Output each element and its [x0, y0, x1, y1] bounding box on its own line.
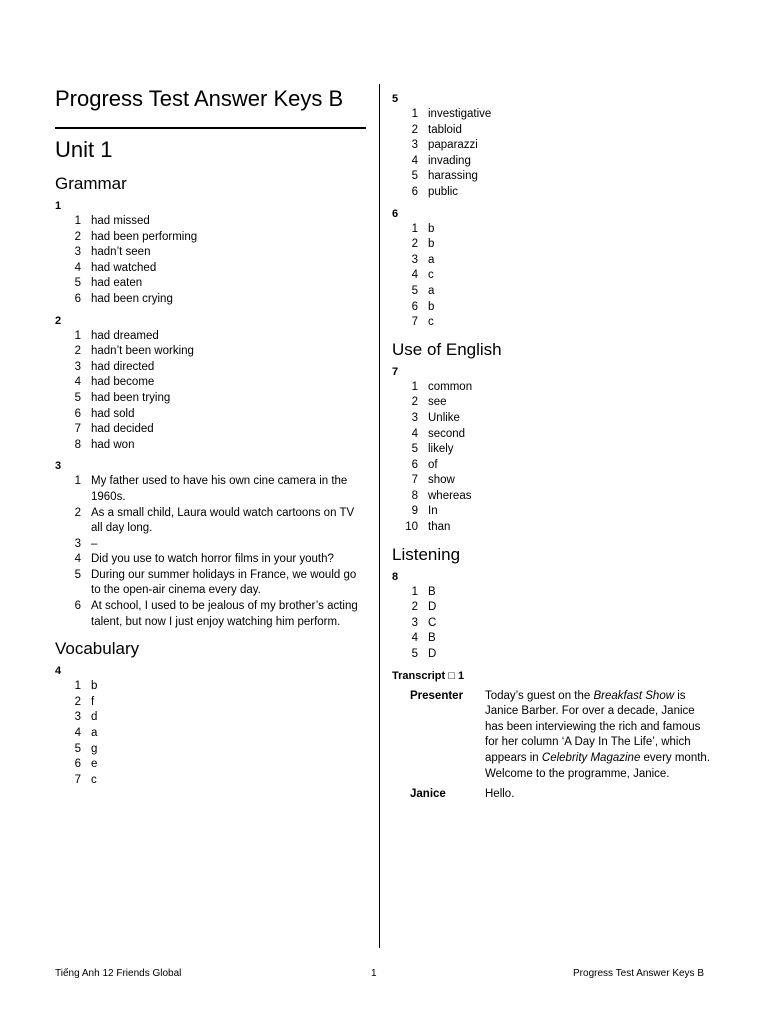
answer-item	[55, 407, 367, 423]
answer-item	[392, 185, 712, 201]
item-number: 3	[74, 360, 81, 373]
answer-list	[392, 585, 712, 663]
item-answer: c	[91, 773, 97, 786]
item-answer: had dreamed	[91, 329, 159, 342]
exercise-number: 8	[392, 570, 399, 583]
item-number: 2	[74, 345, 81, 358]
answer-item	[392, 107, 712, 123]
item-answer: invading	[428, 154, 471, 167]
answer-item	[55, 261, 367, 277]
page-number: 1	[371, 968, 377, 979]
item-answer: than	[428, 521, 451, 534]
item-number: 8	[411, 489, 418, 502]
item-answer: whereas	[428, 489, 472, 502]
item-answer: B	[428, 632, 436, 645]
speech-segment: Today’s guest on the	[485, 689, 594, 702]
answer-item	[55, 710, 367, 726]
answer-item	[55, 391, 367, 407]
item-answer: second	[428, 427, 466, 440]
answer-item	[392, 315, 712, 331]
answer-item	[55, 422, 367, 438]
answer-item	[55, 742, 367, 758]
item-number: 5	[411, 170, 418, 183]
answer-item	[392, 489, 712, 505]
item-number: 5	[74, 568, 81, 581]
item-answer: public	[428, 185, 459, 198]
speaker-name: Janice	[410, 788, 446, 801]
item-answer: Unlike	[428, 411, 460, 424]
item-number: 1	[74, 329, 81, 342]
item-number: 4	[74, 376, 81, 389]
item-number: 6	[74, 600, 81, 613]
footer-book-title: Tiếng Anh 12 Friends Global	[55, 968, 182, 979]
item-answer: During our summer holidays in France, we would go to the open-air cinema every day.	[91, 568, 357, 597]
item-number: 4	[411, 154, 418, 167]
item-answer: had eaten	[91, 277, 143, 290]
item-number: 8	[74, 438, 81, 451]
item-answer: of	[428, 458, 438, 471]
item-answer: investigative	[428, 108, 492, 120]
item-answer: D	[428, 648, 437, 661]
item-answer: likely	[428, 443, 454, 456]
item-number: 1	[74, 215, 81, 227]
item-number: 2	[74, 506, 81, 519]
item-number: 5	[411, 648, 418, 661]
item-answer: had sold	[91, 407, 135, 420]
item-answer: had missed	[91, 215, 150, 227]
answer-list	[392, 107, 712, 201]
answer-item	[392, 427, 712, 443]
answer-list	[392, 222, 712, 331]
item-answer: a	[428, 253, 435, 266]
item-number: 1	[74, 680, 81, 693]
item-answer: hadn’t been working	[91, 345, 194, 358]
item-number: 1	[411, 222, 418, 235]
right-column	[392, 92, 712, 803]
answer-item	[55, 757, 367, 773]
answer-list	[55, 474, 367, 630]
answer-item	[392, 616, 712, 632]
item-answer: common	[428, 380, 473, 393]
item-answer: hadn’t seen	[91, 246, 151, 259]
item-number: 6	[74, 407, 81, 420]
answer-item	[392, 138, 712, 154]
answer-item	[392, 504, 712, 520]
answer-item	[55, 506, 367, 537]
item-answer: e	[91, 758, 98, 771]
item-answer: a	[91, 727, 98, 740]
speech-text: Hello.	[485, 788, 515, 801]
answer-item	[392, 520, 712, 536]
item-number: 2	[411, 396, 418, 409]
answer-item	[392, 123, 712, 139]
answer-item	[392, 284, 712, 300]
item-number: 3	[411, 253, 418, 266]
item-number: 4	[74, 553, 81, 566]
item-answer: had won	[91, 438, 135, 451]
vocabulary-heading: Vocabulary	[55, 639, 140, 659]
item-number: 1	[411, 108, 418, 120]
answer-item	[55, 679, 367, 695]
item-answer: c	[428, 316, 434, 329]
item-number: 4	[411, 269, 418, 282]
answer-item	[55, 474, 367, 505]
column-divider	[379, 84, 380, 948]
item-answer: c	[428, 269, 434, 282]
exercise-number: 1	[55, 200, 62, 212]
item-number: 5	[411, 443, 418, 456]
item-answer: harassing	[428, 170, 478, 183]
item-number: 2	[74, 695, 81, 708]
item-number: 9	[411, 505, 418, 518]
answer-item	[55, 230, 367, 246]
item-answer: My father used to have his own cine camera in the 1960s.	[91, 475, 348, 503]
item-number: 3	[74, 537, 81, 550]
item-answer: f	[91, 695, 95, 708]
item-answer: had directed	[91, 360, 155, 373]
item-answer: D	[428, 601, 437, 614]
item-number: 4	[411, 632, 418, 645]
transcript-heading: Transcript □ 1	[392, 669, 465, 682]
answer-item	[55, 773, 367, 789]
item-number: 1	[411, 380, 418, 393]
exercise-number: 2	[55, 314, 62, 327]
item-number: 7	[411, 474, 418, 487]
answer-item	[55, 344, 367, 360]
speaker-name: Presenter	[410, 689, 464, 702]
answer-item	[55, 329, 367, 345]
answer-item	[392, 473, 712, 489]
answer-item	[55, 726, 367, 742]
item-answer: a	[428, 284, 435, 297]
item-answer: b	[428, 300, 435, 313]
item-answer: had become	[91, 376, 155, 389]
item-number: 10	[405, 521, 418, 534]
item-number: 3	[411, 616, 418, 629]
item-number: 6	[411, 300, 418, 313]
item-number: 3	[411, 139, 418, 152]
speech-text	[485, 689, 712, 783]
transcript-line	[392, 787, 712, 803]
item-number: 3	[74, 246, 81, 259]
answer-item	[392, 585, 712, 601]
item-answer: C	[428, 616, 437, 629]
unit-heading: Unit 1	[55, 137, 113, 162]
answer-item	[392, 169, 712, 185]
answer-item	[55, 568, 367, 599]
answer-list	[392, 380, 712, 536]
item-answer: –	[91, 537, 98, 550]
item-number: 6	[74, 758, 81, 771]
item-number: 4	[74, 261, 81, 274]
item-number: 1	[74, 475, 81, 488]
item-number: 5	[411, 284, 418, 297]
exercise-number: 3	[55, 460, 62, 473]
item-number: 6	[74, 292, 81, 305]
item-answer: As a small child, Laura would watch cartoons on TV all day long.	[91, 506, 355, 535]
answer-item	[392, 380, 712, 396]
item-number: 4	[74, 727, 81, 740]
item-answer: tabloid	[428, 123, 462, 136]
item-answer: show	[428, 474, 455, 487]
answer-item	[392, 222, 712, 238]
item-number: 2	[74, 230, 81, 243]
exercise-number: 7	[392, 365, 399, 378]
item-number: 2	[411, 238, 418, 251]
answer-item	[392, 600, 712, 616]
answer-item	[392, 237, 712, 253]
title-rule	[55, 127, 366, 129]
answer-item	[55, 599, 367, 630]
speech-segment: every month. Welcome to the programme, Janice.	[485, 752, 711, 780]
item-number: 7	[74, 773, 81, 786]
answer-list	[55, 329, 367, 454]
use-of-english-heading: Use of English	[392, 339, 502, 359]
answer-item	[392, 458, 712, 474]
item-answer: had been performing	[91, 230, 198, 243]
item-answer: paparazzi	[428, 139, 478, 152]
item-number: 6	[411, 185, 418, 198]
answer-item	[392, 411, 712, 427]
item-number: 3	[74, 711, 81, 724]
item-answer: B	[428, 585, 436, 598]
page-title: Progress Test Answer Keys B	[55, 86, 344, 111]
item-answer: b	[428, 222, 435, 235]
answer-item	[55, 438, 367, 454]
item-number: 7	[74, 423, 81, 436]
answer-item	[55, 245, 367, 261]
answer-item	[55, 695, 367, 711]
item-answer: b	[91, 680, 98, 693]
answer-item	[392, 154, 712, 170]
footer-doc-title: Progress Test Answer Keys B	[573, 968, 704, 979]
item-number: 2	[411, 123, 418, 136]
item-number: 2	[411, 601, 418, 614]
answer-item	[392, 631, 712, 647]
answer-item	[392, 395, 712, 411]
speech-segment: is Janice Barber. For over a decade, Janice has been interviewing the rich and famous for her column ‘A Day In The Life’, which appears in	[485, 689, 701, 764]
item-answer: g	[91, 742, 98, 755]
answer-list	[55, 679, 367, 788]
item-answer: In	[428, 505, 438, 518]
item-number: 5	[74, 277, 81, 290]
answer-item	[392, 300, 712, 316]
show-title: Breakfast Show	[593, 689, 675, 702]
answer-item	[55, 552, 367, 568]
transcript-line	[392, 689, 712, 783]
left-column	[55, 84, 367, 794]
answer-item	[392, 253, 712, 269]
item-number: 1	[411, 585, 418, 598]
exercise-number: 4	[55, 665, 62, 678]
answer-list	[55, 214, 367, 308]
answer-item	[392, 268, 712, 284]
item-answer: Did you use to watch horror films in your youth?	[91, 553, 334, 566]
item-number: 6	[411, 458, 418, 471]
item-number: 4	[411, 427, 418, 440]
grammar-heading: Grammar	[55, 174, 127, 193]
answer-item	[392, 442, 712, 458]
item-number: 5	[74, 742, 81, 755]
answer-item	[55, 537, 367, 553]
item-number: 3	[411, 411, 418, 424]
item-answer: At school, I used to be jealous of my brother’s acting talent, but now I just enjoy watching him perform.	[91, 600, 358, 628]
item-answer: d	[91, 711, 98, 724]
answer-item	[55, 292, 367, 308]
item-answer: had been trying	[91, 391, 171, 404]
answer-item	[55, 214, 367, 230]
item-answer: b	[428, 238, 435, 251]
answer-item	[55, 375, 367, 391]
item-answer: see	[428, 396, 447, 409]
item-number: 5	[74, 391, 81, 404]
answer-item	[392, 647, 712, 663]
item-answer: had decided	[91, 423, 154, 436]
answer-item	[55, 360, 367, 376]
exercise-number: 6	[392, 207, 399, 220]
item-answer: had been crying	[91, 292, 173, 305]
magazine-title: Celebrity Magazine	[541, 752, 641, 764]
answer-item	[55, 276, 367, 292]
listening-heading: Listening	[392, 544, 461, 564]
item-number: 7	[411, 316, 418, 329]
item-answer: had watched	[91, 261, 157, 274]
exercise-number: 5	[392, 93, 399, 105]
